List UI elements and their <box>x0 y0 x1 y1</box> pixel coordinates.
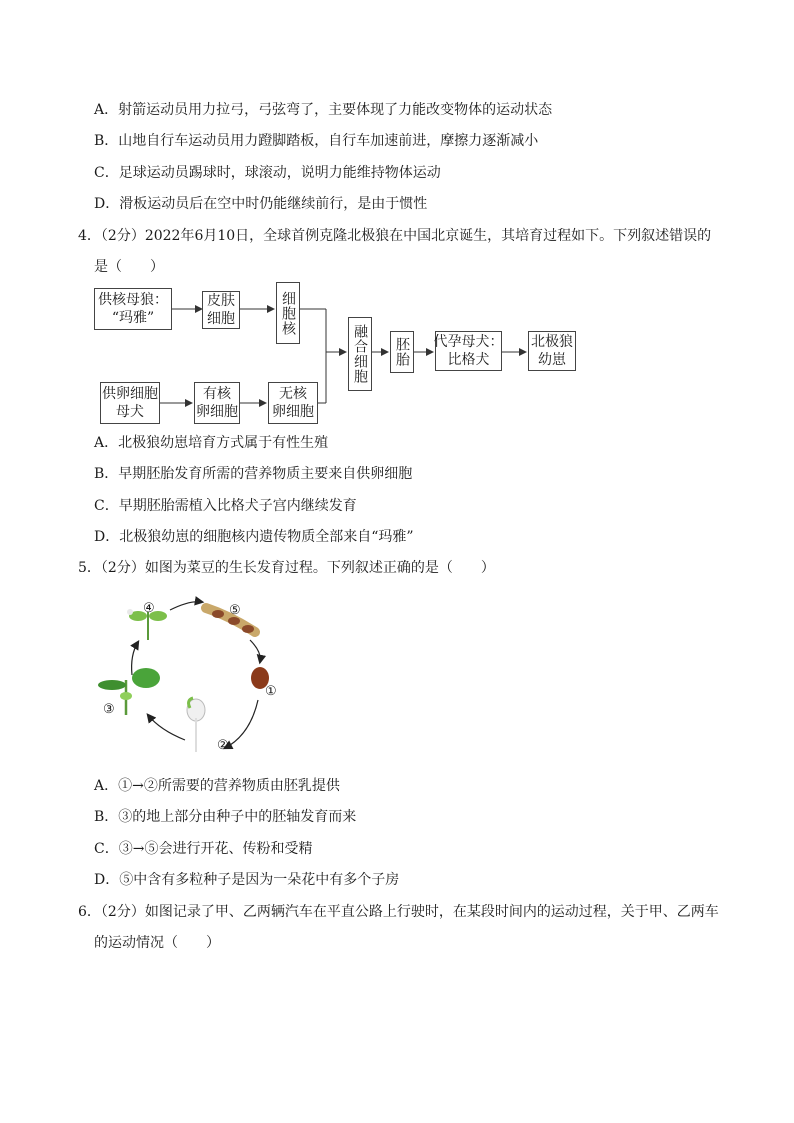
box-wolf-pup: 北极狼 幼崽 <box>528 331 576 371</box>
box-embryo: 胚胎 <box>390 331 414 373</box>
bean-lifecycle-illustration <box>90 590 290 760</box>
q4-option-a: A．北极狼幼崽培育方式属于有性生殖 <box>94 435 329 451</box>
q4-option-c: C．早期胚胎需植入比格犬子宫内继续发育 <box>94 498 357 514</box>
q4-option-d: D．北极狼幼崽的细胞核内遗传物质全部来自“玛雅” <box>94 529 414 545</box>
q5-option-b: B．③的地上部分由种子中的胚轴发育而来 <box>94 809 357 825</box>
q5-option-d: D．⑤中含有多粒种子是因为一朵花中有多个子房 <box>94 872 400 888</box>
box-donor-nucleus-wolf: 供核母狼： “玛雅” <box>94 288 172 330</box>
box-fused-cell: 融合细胞 <box>348 317 372 391</box>
q4-option-b: B．早期胚胎发育所需的营养物质主要来自供卵细胞 <box>94 466 413 482</box>
germinating-seed-icon <box>187 698 205 752</box>
box-surrogate-dog: 代孕母犬： 比格犬 <box>435 331 502 371</box>
q5-option-a: A．①→②所需要的营养物质由胚乳提供 <box>94 778 340 794</box>
q3-option-d: D．滑板运动员后在空中时仍能继续前行，是由于惯性 <box>94 196 428 212</box>
box-nucleus: 细胞核 <box>276 282 300 344</box>
q3-option-a: A．射箭运动员用力拉弓，弓弦弯了，主要体现了力能改变物体的运动状态 <box>94 102 553 118</box>
q5-stem: 5．（2分）如图为菜豆的生长发育过程。下列叙述正确的是（ ） <box>78 560 495 576</box>
box-skin-cell: 皮肤 细胞 <box>202 291 240 329</box>
q3-option-b: B．山地自行车运动员用力蹬脚踏板，自行车加速前进，摩擦力逐渐减小 <box>94 133 539 149</box>
box-donor-egg-dog: 供卵细胞 母犬 <box>100 382 160 424</box>
q5-option-c: C．③→⑤会进行开花、传粉和受精 <box>94 841 313 857</box>
q6-stem-line2: 的运动情况（ ） <box>94 935 220 951</box>
box-enucleated-egg: 无核 卵细胞 <box>268 382 318 424</box>
q3-option-c: C．足球运动员踢球时，球滚动，说明力能维持物体运动 <box>94 165 441 181</box>
box-nucleated-egg: 有核 卵细胞 <box>194 382 240 424</box>
label-2: ② <box>217 738 229 753</box>
label-1: ① <box>265 684 277 699</box>
label-5: ⑤ <box>229 603 241 618</box>
label-4: ④ <box>143 601 155 616</box>
label-3: ③ <box>103 702 115 717</box>
q4-stem-line2: 是（ ） <box>94 259 164 275</box>
q6-stem-line1: 6．（2分）如图记录了甲、乙两辆汽车在平直公路上行驶时，在某段时间内的运动过程，关于甲、乙两车 <box>78 904 719 920</box>
q4-stem-line1: 4．（2分）2022年6月10日，全球首例克隆北极狼在中国北京诞生，其培育过程如下。下列叙述错误的 <box>78 228 712 244</box>
